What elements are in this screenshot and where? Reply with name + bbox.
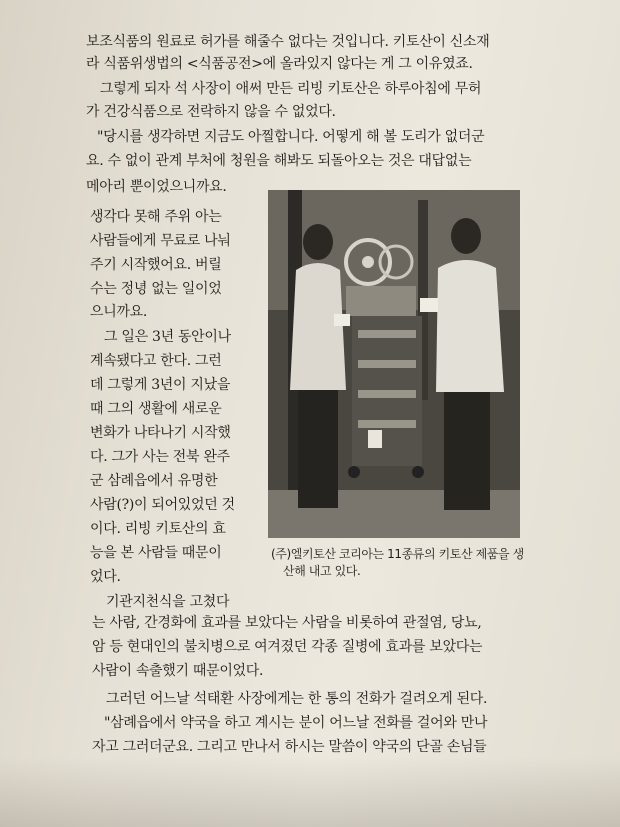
body-text-line: "당시를 생각하면 지금도 아찔합니다. 어떻게 해 볼 도리가 없더군 bbox=[97, 129, 485, 145]
body-text-line: 이다. 리빙 키토산의 효 bbox=[90, 521, 226, 537]
body-text-line: 계속됐다고 한다. 그런 bbox=[90, 353, 222, 369]
body-text-line: 암 등 현대인의 불치병으로 여겨졌던 각종 질병에 효과를 보았다는 bbox=[92, 639, 483, 655]
body-text-line: 사람이 속출했기 때문이었다. bbox=[92, 663, 264, 679]
factory-photo bbox=[268, 190, 520, 538]
body-text-line: 메아리 뿐이었으니까요. bbox=[86, 179, 227, 195]
body-text-line: 자고 그러더군요. 그리고 만나서 하시는 말씀이 약국의 단골 손님들 bbox=[92, 739, 487, 755]
body-text-line: 요. 수 없이 관계 부처에 청원을 해봐도 되돌아오는 것은 대답없는 bbox=[86, 153, 472, 169]
body-text-line: 그렇게 되자 석 사장이 애써 만든 리빙 키토산은 하루아침에 무허 bbox=[100, 81, 482, 97]
body-text-line: 주기 시작했어요. 버릴 bbox=[90, 257, 222, 273]
body-text-line: 으니까요. bbox=[90, 304, 148, 320]
body-text-line: 라 식품위생법의 <식품공전>에 올라있지 않다는 게 그 이유였죠. bbox=[86, 56, 473, 72]
body-text-line: 때 그의 생활에 새로운 bbox=[90, 401, 222, 417]
body-text-line: 사람들에게 무료로 나눠 bbox=[90, 233, 231, 249]
body-text-line: 군 삼례읍에서 유명한 bbox=[90, 473, 218, 489]
body-text-line: 다. 그가 사는 전북 완주 bbox=[90, 449, 230, 465]
body-text-line: 사람(?)이 되어있었던 것 bbox=[90, 497, 235, 513]
body-text-line: 보조식품의 원료로 허가를 해줄수 없다는 것입니다. 키토산이 신소재 bbox=[86, 34, 490, 50]
body-text-line: 변화가 나타나기 시작했 bbox=[90, 425, 231, 441]
body-text-line: 그러던 어느날 석태환 사장에게는 한 통의 전화가 걸려오게 된다. bbox=[106, 691, 488, 707]
body-text-line: 그 일은 3년 동안이나 bbox=[104, 329, 231, 345]
caption-line-1: (주)엘키토산 코리아는 11종류의 키토산 제품을 생 bbox=[271, 547, 524, 561]
body-text-line: 기관지천식을 고쳤다 bbox=[106, 594, 230, 610]
body-text-line: 가 건강식품으로 전락하지 않을 수 없었다. bbox=[86, 104, 336, 120]
body-text-line: 수는 정녕 없는 일이었 bbox=[90, 281, 222, 297]
caption-line-2: 산해 내고 있다. bbox=[283, 564, 361, 578]
body-text-line: "삼례읍에서 약국을 하고 계시는 분이 어느날 전화를 걸어와 만나 bbox=[104, 715, 488, 731]
body-text-line: 었다. bbox=[90, 569, 121, 585]
body-text-line: 데 그렇게 3년이 지났을 bbox=[90, 377, 231, 393]
body-text-line: 생각다 못해 주위 아는 bbox=[90, 209, 222, 225]
factory-photo-illustration bbox=[268, 190, 520, 538]
body-text-line: 는 사람, 간경화에 효과를 보았다는 사람을 비롯하여 관절염, 당뇨, bbox=[92, 615, 482, 631]
photo-caption bbox=[271, 546, 524, 580]
body-text-line: 능을 본 사람들 때문이 bbox=[90, 545, 222, 561]
